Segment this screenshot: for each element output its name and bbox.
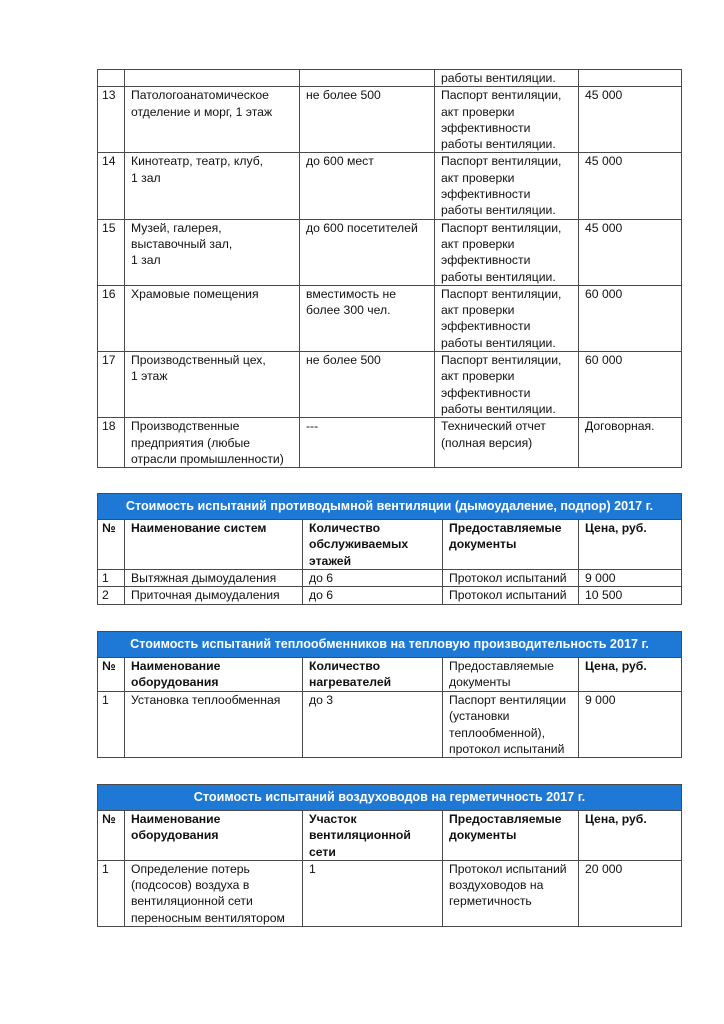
header-row [98,520,682,570]
object-name: Кинотеатр, театр, клуб, 1 зал [125,153,300,219]
header-documents: Предоставляемые документы [443,520,579,570]
price: 60 000 [579,285,682,351]
row-number: 15 [98,219,125,285]
header-price: Цена, руб. [579,811,682,861]
capacity: не более 500 [300,87,435,153]
documents: Паспорт вентиляции, акт проверки эффективности работы вентиляции. [435,352,579,418]
price: 60 000 [579,352,682,418]
documents: Протокол испытаний [443,570,579,587]
table-row [98,352,682,418]
header-name: Наименование оборудования [125,658,303,692]
smoke-ventilation-table [97,493,682,605]
table-row [98,219,682,285]
table-row [98,692,682,758]
documents: Паспорт вентиляции, акт проверки эффективности работы вентиляции. [435,87,579,153]
object-name: Производственные предприятия (любые отрасли промышленности) [125,418,300,468]
price: 45 000 [579,153,682,219]
section-count: 1 [303,860,443,926]
header-price: Цена, руб. [579,658,682,692]
documents: Паспорт вентиляции, акт проверки эффективности работы вентиляции. [435,153,579,219]
row-number: 13 [98,87,125,153]
table-row [98,70,682,87]
capacity: до 600 посетителей [300,219,435,285]
header-documents: Предоставляемые документы [443,658,579,692]
floor-count: до 6 [303,570,443,587]
object-name: Музей, галерея, выставочный зал, 1 зал [125,219,300,285]
price: 45 000 [579,87,682,153]
header-row [98,811,682,861]
documents: Паспорт вентиляции, акт проверки эффективности работы вентиляции. [435,285,579,351]
floor-count: до 6 [303,587,443,604]
capacity: до 600 мест [300,153,435,219]
documents: Технический отчет (полная версия) [435,418,579,468]
row-number: 14 [98,153,125,219]
header-number: № [98,811,125,861]
heater-count: до 3 [303,692,443,758]
price: 20 000 [579,860,682,926]
row-number: 1 [98,692,125,758]
table-row [98,418,682,468]
object-name: Патологоанатомическое отделение и морг, 1 этаж [125,87,300,153]
price: Договорная. [579,418,682,468]
table-title-row [98,494,682,520]
capacity [300,70,435,87]
row-number: 17 [98,352,125,418]
documents: Паспорт вентиляции (установки теплообменной), протокол испытаний [443,692,579,758]
documents: Паспорт вентиляции, акт проверки эффективности работы вентиляции. [435,219,579,285]
capacity: --- [300,418,435,468]
row-number: 18 [98,418,125,468]
price: 9 000 [579,570,682,587]
price [579,70,682,87]
table-title: Стоимость испытаний противодымной вентиляции (дымоудаление, подпор) 2017 г. [98,494,682,520]
table-title-row [98,785,682,811]
system-name: Приточная дымоудаления [125,587,303,604]
system-name: Вытяжная дымоудаления [125,570,303,587]
table-row [98,570,682,587]
header-row [98,658,682,692]
header-section: Участок вентиляционной сети [303,811,443,861]
row-number: 1 [98,570,125,587]
capacity: не более 500 [300,352,435,418]
header-number: № [98,520,125,570]
heat-exchanger-table [97,631,682,758]
capacity: вместимость не более 300 чел. [300,285,435,351]
header-price: Цена, руб. [579,520,682,570]
object-name: Храмовые помещения [125,285,300,351]
price: 10 500 [579,587,682,604]
table-title: Стоимость испытаний теплообменников на тепловую производительность 2017 г. [98,632,682,658]
table-row [98,587,682,604]
row-number: 2 [98,587,125,604]
duct-tightness-table [97,784,682,927]
price: 45 000 [579,219,682,285]
table-row [98,153,682,219]
row-number: 16 [98,285,125,351]
documents: работы вентиляции. [435,70,579,87]
documents: Протокол испытаний [443,587,579,604]
table-row [98,285,682,351]
documents: Протокол испытаний воздуховодов на герметичность [443,860,579,926]
header-documents: Предоставляемые документы [443,811,579,861]
table-row [98,87,682,153]
row-number [98,70,125,87]
header-name: Наименование оборудования [125,811,303,861]
row-number: 1 [98,860,125,926]
header-count: Количество обслуживаемых этажей [303,520,443,570]
object-name: Производственный цех, 1 этаж [125,352,300,418]
header-name: Наименование систем [125,520,303,570]
table-row [98,860,682,926]
table-title-row [98,632,682,658]
object-name [125,70,300,87]
equipment-name: Установка теплообменная [125,692,303,758]
ventilation-price-table [97,69,682,468]
header-count: Количество нагревателей [303,658,443,692]
price: 9 000 [579,692,682,758]
header-number: № [98,658,125,692]
table-title: Стоимость испытаний воздуховодов на герметичность 2017 г. [98,785,682,811]
equipment-name: Определение потерь (подсосов) воздуха в вентиляционной сети переносным вентилятором [125,860,303,926]
